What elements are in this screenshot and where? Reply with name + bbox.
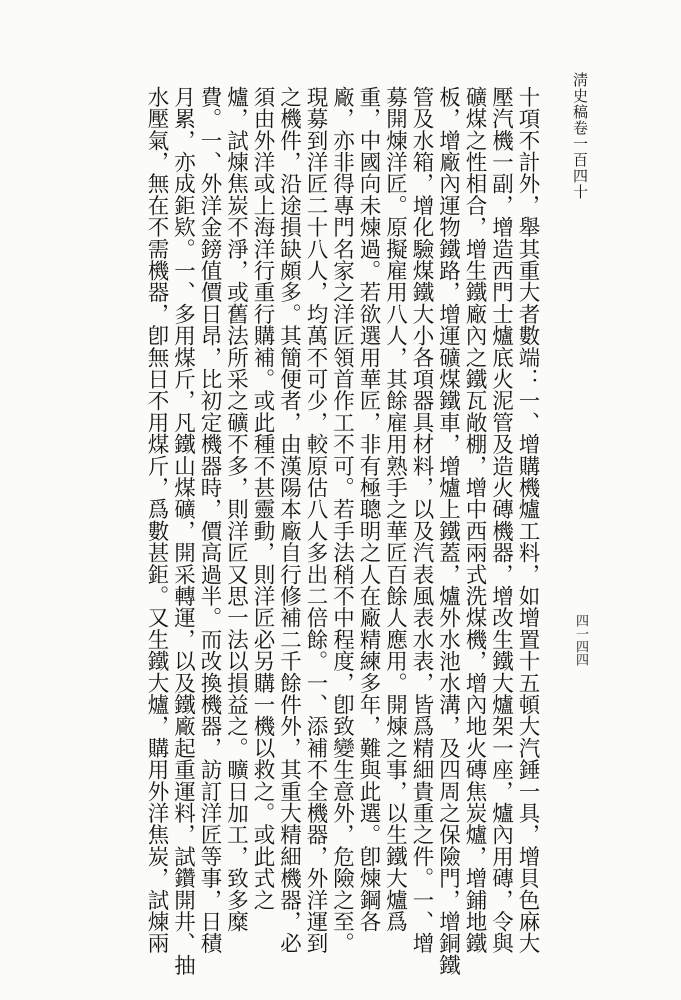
- text-column: 壓汽機一副，增造西門士爐底火泥管及造火磚機器，增改生鐵大爐架一座，爐內用磚，令與: [488, 86, 514, 954]
- text-column: 十項不計外，舉其重大者數端：一、增購機爐工料，如增置十五頓大汽錘一具，增貝色麻大: [515, 86, 540, 954]
- text-column: 月累，亦成鉅欵。一、多用煤斤，凡鐵山煤礦，開采轉運，以及鐵廠起重運料，試鑽開井、抽: [170, 86, 196, 976]
- text-column: 廠，亦非得專門名家之洋匠領首作工不可。若手法稍不中程度，卽致變生意外，危險之至。: [329, 86, 355, 954]
- text-column: 之機件，沿途損缺頗多。其簡便者，由漢陽本廠自行修補二千餘件外，其重大精細機器，必: [276, 86, 302, 954]
- text-column: 重，中國向未煉過。若欲選用華匠，非有極聰明之人在廠精練多年，難與此選。卽煉鋼各: [356, 86, 381, 933]
- text-column: 須由外洋或上海洋行重行購補。或此種不甚靈動，則洋匠必另購一機以救之。或此式之: [250, 86, 275, 911]
- running-header-title: 淸史稿卷一百四十: [571, 72, 589, 200]
- text-column: 板，增廠內運物鐵路，增運礦煤鐵車，增爐上鐵蓋，爐外水池水溝，及四周之保險門，增銅鐵: [435, 86, 461, 976]
- text-column: 水壓氣，無在不需機器，卽無日不用煤斤，爲數甚鉅。又生鐵大爐，購用外洋焦炭，試煉兩: [144, 86, 169, 954]
- text-column: 礦煤之性相合，增生鐵廠內之鐵瓦敞棚，增中西兩式洗煤機，增內地火磚焦炭爐，增鋪地鐵: [462, 86, 487, 954]
- text-column: 募開煉洋匠。原擬雇用八人，其餘雇用熟手之華匠百餘人應用。開煉之事，以生鐵大爐爲: [382, 86, 408, 933]
- text-column: 費。一、外洋金鎊值價日昂，比初定機器時，價高過半。而改換機器，訪訂洋匠等事，日積: [197, 86, 222, 954]
- text-column: 現募到洋匠二十八人，均萬不可少，較原估八人多出二倍餘。一、添補不全機器，外洋運到: [303, 86, 328, 954]
- vertical-text-body: [64, 86, 540, 976]
- text-column: 管及水箱，增化驗煤鐵大小各項器具材料，以及汽表風表水表，皆爲精細貴重之件。一、增: [409, 86, 434, 954]
- text-column: 爐，試煉焦炭不淨，或舊法所采之礦不多，則洋匠又思一法以損益之。曠日加工，致多糜: [223, 86, 249, 933]
- page-number: 四一四四: [573, 614, 588, 666]
